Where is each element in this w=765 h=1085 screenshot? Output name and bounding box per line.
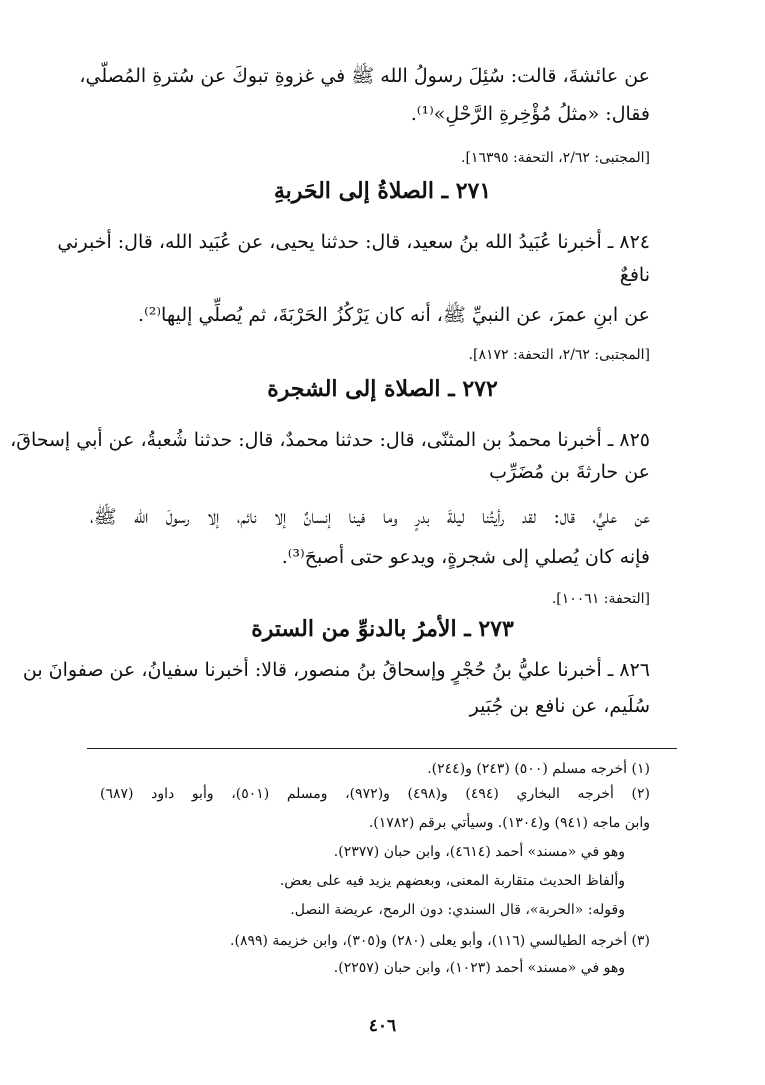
hadith-isnad-line: نافعٌ — [619, 264, 650, 286]
footnote-line: وألفاظ الحديث متقاربة المعنى، وبعضهم يزيد فيه على بعض. — [279, 873, 625, 889]
hadith-isnad-line: ٨٢٥ ـ أخبرنا محمدُ بن المثنّى، قال: حدثنا محمدٌ، قال: حدثنا شُعبةُ، عن أبي إسحاقَ، — [10, 429, 650, 451]
chapter-heading: ٢٧٣ ـ الأمرُ بالدنوِّ من السترة — [251, 616, 514, 642]
footnote-line: وهو في «مسند» أحمد (٤٦١٤)، وابن حبان (٢٣٧٧). — [333, 844, 625, 860]
hadith-text-line: عن عائشةَ، قالت: سُئِلَ رسولُ الله ﷺ في غزوةِ تبوكَ عن سُترةِ المُصلّي، — [79, 65, 650, 87]
chapter-heading: ٢٧٢ ـ الصلاة إلى الشجرة — [267, 376, 498, 402]
hadith-isnad-line: سُلَيم، عن نافع بن جُبَير — [469, 695, 650, 717]
hadith-text-line: عن عليٍّ، قال: لقد رأيتُنا ليلةَ بدرٍ وما فينا إنسانٌ إلا نائم، إلا رسولَ الله ﷺ، — [90, 506, 650, 528]
footnote-line: (١) أخرجه مسلم (٥٠٠) (٢٤٣) و(٢٤٤). — [427, 761, 650, 777]
page-number: ٤٠٦ — [368, 1016, 397, 1036]
hadith-text-line: فقال: «مثلُ مُؤْخِرةِ الرَّحْلِ»⁽¹⁾. — [410, 103, 650, 125]
footnote-line: (٢) أخرجه البخاري (٤٩٤) و(٤٩٨) و(٩٧٢)، ومسلم (٥٠١)، وأبو داود (٦٨٧) — [100, 786, 650, 802]
reference-note: [التحفة: ١٠٠٦١]. — [551, 591, 650, 607]
footnote-line: وهو في «مسند» أحمد (١٠٢٣)، وابن حبان (٢٢٥٧). — [333, 960, 625, 976]
chapter-heading: ٢٧١ ـ الصلاةُ إلى الحَربةِ — [273, 178, 492, 204]
hadith-isnad-line: عن حارثةَ بن مُضَرِّب — [489, 461, 650, 483]
footnote-line: (٣) أخرجه الطيالسي (١١٦)، وأبو يعلى (٢٨٠) و(٣٠٥)، وابن خزيمة (٨٩٩). — [230, 933, 650, 949]
footnote-line: وقوله: «الحربة»، قال السندي: دون الرمح، عريضة النصل. — [290, 902, 625, 918]
footnote-separator — [87, 748, 677, 749]
reference-note: [المجتبى: ٢/٦٢، التحفة: ١٦٣٩٥]. — [461, 150, 650, 166]
hadith-text-line: عن ابنِ عمرَ، عن النبيِّ ﷺ، أنه كان يَرْكُزُ الحَرْبَةَ، ثم يُصلِّي إليها⁽²⁾. — [138, 304, 650, 326]
reference-note: [المجتبى: ٢/٦٢، التحفة: ٨١٧٢]. — [468, 347, 650, 363]
footnote-line: وابن ماجه (٩٤١) و(١٣٠٤). وسيأتي برقم (١٧٨٢). — [368, 815, 650, 831]
hadith-isnad-line: ٨٢٤ ـ أخبرنا عُبَيدُ الله بنُ سعيد، قال: حدثنا يحيى، عن عُبَيد الله، قال: أخبرني — [57, 231, 650, 253]
hadith-isnad-line: ٨٢٦ ـ أخبرنا عليُّ بنُ حُجْرٍ وإسحاقُ بنُ منصور، قالا: أخبرنا سفيانُ، عن صفوانَ بن — [22, 659, 650, 681]
hadith-text-line: فإنه كان يُصلي إلى شجرةٍ، ويدعو حتى أصبحَ⁽³⁾. — [281, 546, 650, 568]
